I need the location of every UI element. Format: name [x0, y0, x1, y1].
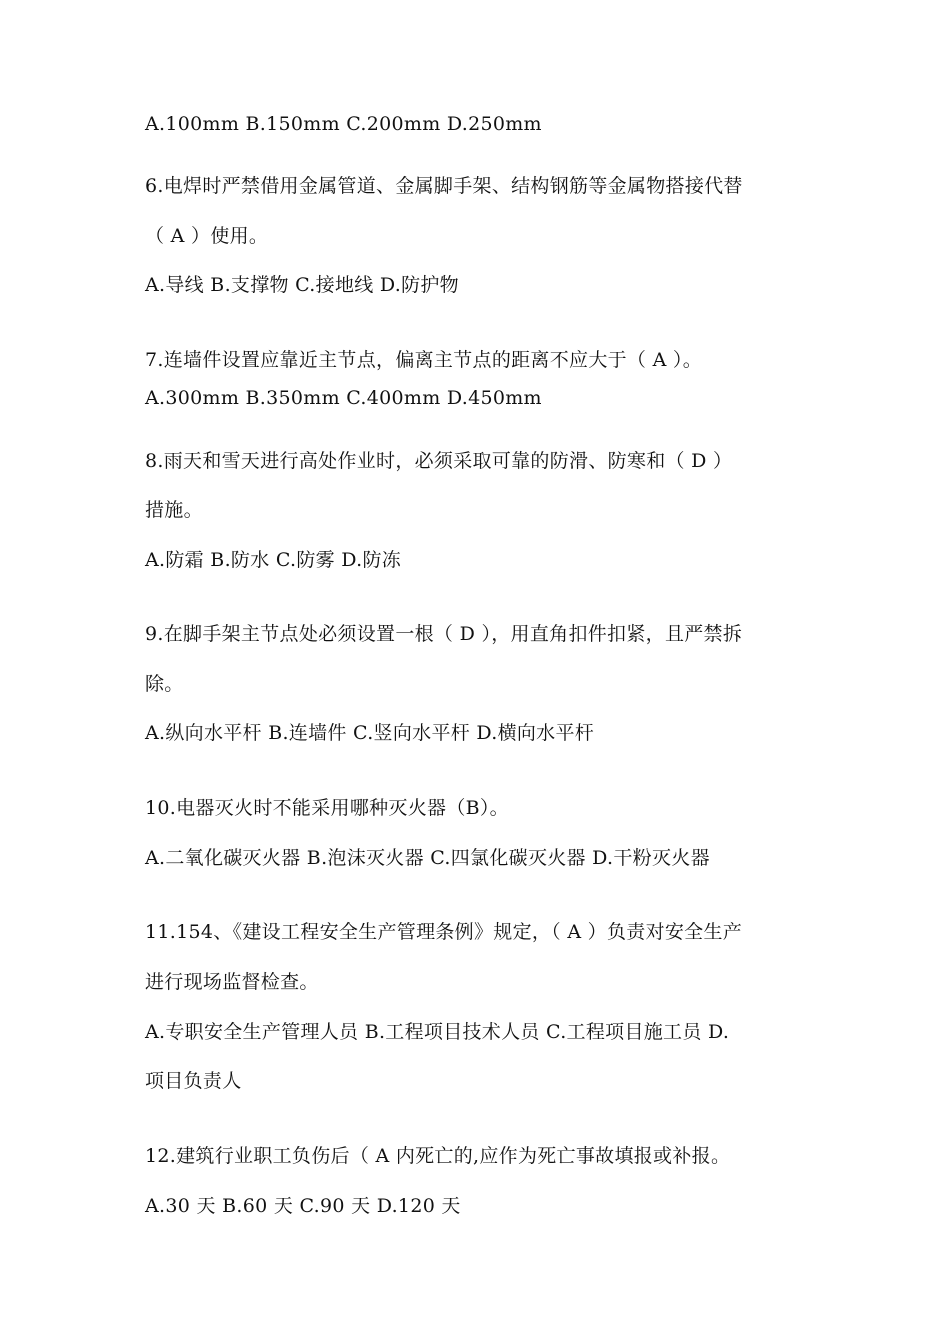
q11-question-line-2: 进行现场监督检查。 [145, 971, 319, 993]
q6-question-line-1: 6.电焊时严禁借用金属管道、金属脚手架、结构钢筋等金属物搭接代替 [145, 175, 743, 197]
q12-question: 12.建筑行业职工负伤后（ A 内死亡的,应作为死亡事故填报或补报。 [145, 1145, 731, 1167]
q11-options-line-2: 项目负责人 [145, 1070, 242, 1092]
q8-question-line-1: 8.雨天和雪天进行高处作业时，必须采取可靠的防滑、防寒和（ D ） [145, 450, 733, 472]
q11-options-line-1: A.专职安全生产管理人员 B.工程项目技术人员 C.工程项目施工员 D. [145, 1021, 730, 1043]
q11-question-line-1: 11.154、《建设工程安全生产管理条例》规定，（ A ）负责对安全生产 [145, 921, 743, 943]
q9-question-line-2: 除。 [145, 673, 184, 695]
q7-options: A.300mm B.350mm C.400mm D.450mm [145, 387, 542, 409]
q9-options: A.纵向水平杆 B.连墙件 C.竖向水平杆 D.横向水平杆 [145, 722, 595, 744]
q5-options: A.100mm B.150mm C.200mm D.250mm [145, 113, 542, 135]
q8-options: A.防霜 B.防水 C.防雾 D.防冻 [145, 549, 402, 571]
q10-question: 10.电器灭火时不能采用哪种灭火器（B）。 [145, 797, 509, 819]
q10-options: A.二氧化碳灭火器 B.泡沫灭火器 C.四氯化碳灭火器 D.干粉灭火器 [145, 847, 710, 869]
q6-question-line-2: （ A ）使用。 [145, 225, 269, 247]
q8-question-line-2: 措施。 [145, 499, 203, 521]
q6-options: A.导线 B.支撑物 C.接地线 D.防护物 [145, 274, 459, 296]
q12-options: A.30 天 B.60 天 C.90 天 D.120 天 [145, 1195, 461, 1217]
q9-question-line-1: 9.在脚手架主节点处必须设置一根（ D ），用直角扣件扣紧，且严禁拆 [145, 623, 743, 645]
q7-question: 7.连墙件设置应靠近主节点，偏离主节点的距离不应大于（ A ）。 [145, 349, 703, 371]
